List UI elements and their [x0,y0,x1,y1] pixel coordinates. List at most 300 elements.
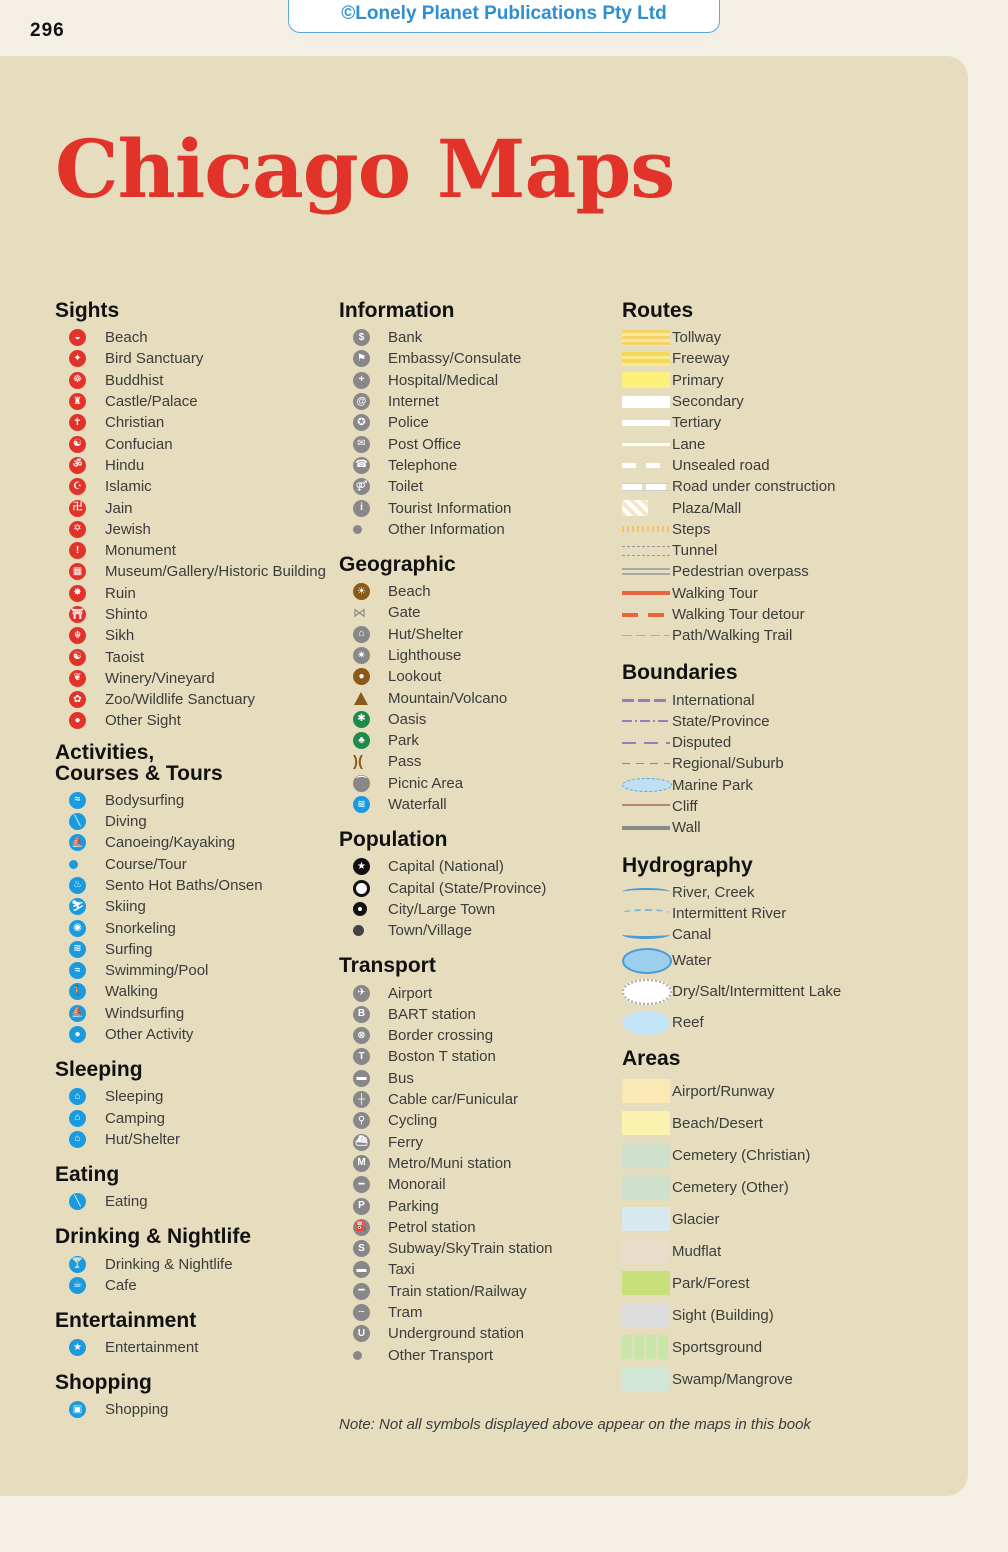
zoo-wildlife-sanctuary-icon: ✿ [69,691,86,708]
other-transport-icon [353,1351,362,1360]
legend-label: Dry/Salt/Intermittent Lake [672,983,842,1001]
transport-legend-item [339,1174,614,1195]
legend-label: Capital (National) [388,858,504,876]
routes-legend-item [622,583,952,604]
legend-label: River, Creek [672,883,755,901]
legend-label: Picnic Area [388,774,464,792]
legend-label: Path/Walking Trail [672,627,793,645]
legend-label: Park/Forest [672,1274,750,1292]
legend-label: Subway/SkyTrain station [388,1240,553,1258]
routes-legend-item [622,455,952,476]
drinking-legend-item [55,1253,330,1274]
legend-label: Eating [105,1193,148,1211]
tollway-icon [622,330,670,346]
winery-vineyard-icon: ❦ [69,670,86,687]
legend-label: Pedestrian overpass [672,563,809,581]
capital-state-province-icon [353,880,370,897]
water-icon [622,948,672,974]
jain-icon: 卍 [69,500,86,517]
hydrography-list [622,882,952,1039]
legend-label: Walking Tour detour [672,606,805,623]
transport-legend-item [339,1217,614,1238]
sleeping-icon: ⌂ [69,1088,86,1105]
hydrography-legend-item [622,976,952,1007]
cable-car-funicular-icon: ┼ [353,1091,370,1108]
legend-label: Petrol station [388,1218,476,1236]
cliff-icon [622,804,670,810]
drinking-nightlife-icon: 🍸 [69,1256,86,1273]
population-legend-item [339,856,614,877]
swamp-mangrove-icon [622,1367,670,1391]
legend-label: Tram [388,1304,423,1322]
legend-label: Lookout [388,668,442,686]
areas-legend-item [622,1139,952,1171]
transport-legend-item [339,1004,614,1025]
sights-legend-item [55,604,330,625]
information-legend-item [339,412,614,433]
gate-icon: ⋈ [353,604,366,620]
sights-legend-item [55,370,330,391]
shopping-heading: Shopping [55,1371,152,1395]
train-station-railway-icon: ━ [353,1283,370,1300]
legend-label: Disputed [672,734,732,752]
course-tour-icon [69,860,78,869]
legend-column-3 [622,300,952,1405]
entertainment-list [55,1337,330,1358]
drinking-legend-item [55,1275,330,1296]
swimming-pool-icon: ≈ [69,962,86,979]
eating-icon: ╲ [69,1193,86,1210]
legend-label: Freeway [672,350,730,368]
airport-icon: ✈ [353,985,370,1002]
border-crossing-icon: ⊗ [353,1027,370,1044]
legend-label: Sportsground [672,1338,763,1356]
activities-legend-item [55,917,330,938]
other-sight-icon: ● [69,712,86,729]
legend-label: Other Transport [388,1346,494,1364]
legend-label: Hindu [105,456,145,474]
hut-shelter-icon: ⌂ [353,626,370,643]
sights-legend-item [55,519,330,540]
legend-label: City/Large Town [388,900,496,918]
routes-legend-item [622,348,952,369]
legend-label: Water [672,952,712,970]
legend-label: Islamic [105,478,152,496]
bodysurfing-icon: ≈ [69,792,86,809]
lighthouse-icon: ✷ [353,647,370,664]
areas-heading: Areas [622,1047,681,1071]
sights-list [55,327,330,732]
areas-legend-item [622,1075,952,1107]
areas-legend-item [622,1171,952,1203]
activities-legend-item [55,939,330,960]
areas-legend-item [622,1235,952,1267]
population-heading: Population [339,828,448,852]
page-number: 296 [30,20,65,41]
legend-label: Wall [672,819,701,837]
cemetery-christian-icon [622,1143,670,1167]
legend-label: Buddhist [105,371,164,389]
monorail-icon: ━ [353,1176,370,1193]
transport-legend-item [339,1259,614,1280]
legend-label: Tertiary [672,414,722,432]
boundaries-list [622,689,952,838]
activities-list [55,790,330,1046]
legend-label: Intermittent River [672,904,787,922]
taxi-icon: ▬ [353,1261,370,1278]
hospital-medical-icon: + [353,372,370,389]
cycling-icon: ⚲ [353,1112,370,1129]
legend-label: Pass [388,753,422,771]
regional-suburb-icon [622,763,670,764]
legend-label: Zoo/Wildlife Sanctuary [105,691,256,709]
legend-label: Beach [105,329,148,347]
geographic-legend-item [339,709,614,730]
beach-desert-icon [622,1111,670,1135]
legend-label: Cemetery (Christian) [672,1146,811,1164]
legend-label: Oasis [388,710,427,728]
legend-label: Boston T station [388,1048,496,1066]
hydrography-legend-item [622,1007,952,1038]
activities-heading-line-2: Courses & Tours [55,761,223,785]
boundaries-legend-item [622,732,952,753]
routes-legend-item [622,327,952,348]
geographic-heading: Geographic [339,552,456,576]
transport-legend-item [339,1025,614,1046]
legend-label: Reef [672,1014,704,1032]
legend-label: Plaza/Mall [672,499,742,517]
pass-icon: )( [353,753,363,771]
eating-heading: Eating [55,1163,120,1187]
legend-label: Sikh [105,627,135,645]
legend-label: Hut/Shelter [105,1130,181,1148]
legend-label: Surfing [105,940,153,958]
transport-legend-item [339,1302,614,1323]
transport-legend-item [339,1281,614,1302]
shinto-icon: ⛩ [69,606,86,623]
legend-label: Primary [672,371,724,389]
legend-label: Airport/Runway [672,1082,775,1100]
routes-heading: Routes [622,299,694,322]
park-forest-icon [622,1271,670,1295]
transport-legend-item [339,982,614,1003]
shopping-legend-item [55,1399,330,1420]
entertainment-heading: Entertainment [55,1308,197,1332]
sights-legend-item [55,710,330,731]
legend-label: Tunnel [672,542,718,560]
drinking-heading: Drinking & Nightlife [55,1225,251,1249]
activities-legend-item [55,960,330,981]
legend-label: Bodysurfing [105,791,185,809]
post-office-icon: ✉ [353,436,370,453]
lane-icon [622,443,670,446]
legend-label: Taoist [105,648,145,666]
plaza-mall-icon [622,500,648,516]
routes-legend-item [622,540,952,561]
sights-legend-item [55,455,330,476]
bank-icon: $ [353,329,370,346]
routes-legend-item [622,391,952,412]
sights-legend-item [55,583,330,604]
legend-label: International [672,691,755,709]
transport-legend-item [339,1068,614,1089]
sights-legend-item [55,476,330,497]
freeway-icon [622,352,670,366]
sleeping-legend-item [55,1108,330,1129]
legend-label: Bus [388,1069,414,1087]
legend-label: Marine Park [672,776,753,794]
international-icon [622,699,670,702]
legend-label: Sight (Building) [672,1306,774,1324]
legend-label: Skiing [105,898,146,916]
mountain-volcano-icon [354,692,368,705]
legend-column-2 [339,300,614,1376]
beach-icon: ◒ [69,329,86,346]
geographic-legend-item [339,730,614,751]
other-information-icon [353,525,362,534]
walking-tour-icon [622,591,670,595]
cafe-icon: ☕ [69,1277,86,1294]
reef-icon [622,1011,670,1035]
legend-label: Telephone [388,456,458,474]
walking-icon: 🚶 [69,983,86,1000]
airport-runway-icon [622,1079,670,1103]
sportsground-icon [622,1335,670,1359]
legend-label: Windsurfing [105,1004,185,1022]
areas-legend-item [622,1203,952,1235]
legend-column-1 [55,300,330,1431]
legend-label: Capital (State/Province) [388,879,547,897]
activities-legend-item [55,790,330,811]
population-legend-item [339,920,614,941]
legend-label: Police [388,414,429,432]
path-walking-trail-icon [622,635,670,636]
state-province-icon [622,720,670,722]
activities-legend-item [55,811,330,832]
intermittent-river-icon [622,909,670,917]
transport-legend-item [339,1046,614,1067]
legend-label: Swamp/Mangrove [672,1370,793,1388]
legend-label: Metro/Muni station [388,1154,512,1172]
cemetery-other-icon [622,1175,670,1199]
picnic-area-icon: ⌒ [353,775,370,792]
capital-national-icon: ★ [353,858,370,875]
legend-label: Road under construction [672,478,836,496]
transport-heading: Transport [339,954,436,978]
legend-label: Confucian [105,435,173,453]
sights-legend-item [55,433,330,454]
ferry-icon: ⛴ [353,1134,370,1151]
sikh-icon: ☬ [69,627,86,644]
disputed-icon [622,742,670,744]
routes-legend-item [622,604,952,625]
surfing-icon: ≋ [69,941,86,958]
hindu-icon: ॐ [69,457,86,474]
islamic-icon: ☪ [69,478,86,495]
geographic-legend-item [339,773,614,794]
diving-icon: ╲ [69,813,86,830]
activities-legend-item [55,1003,330,1024]
legend-label: Winery/Vineyard [105,669,215,687]
legend-label: Secondary [672,393,744,411]
boundaries-legend-item [622,796,952,817]
legend-label: Beach [388,583,431,601]
boston-t-station-icon: T [353,1048,370,1065]
legend-label: Sleeping [105,1088,164,1106]
hydrography-legend-item [622,945,952,976]
transport-legend-item [339,1132,614,1153]
hydrography-heading: Hydrography [622,853,753,877]
hydrography-legend-item [622,924,952,945]
marine-park-icon [622,778,672,792]
mudflat-icon [622,1239,670,1263]
transport-legend-item [339,1344,614,1365]
legend-label: Canoeing/Kayaking [105,834,236,852]
information-legend-item [339,391,614,412]
legend-note: Note: Not all symbols displayed above appear on the maps in this book [339,1416,811,1433]
bird-sanctuary-icon: ✦ [69,350,86,367]
park-icon: ♣ [353,732,370,749]
areas-legend-item [622,1107,952,1139]
canal-icon [622,930,670,939]
legend-label: Christian [105,414,165,432]
telephone-icon: ☎ [353,457,370,474]
hydrography-legend-item [622,903,952,924]
activities-legend-item [55,1024,330,1045]
population-legend-item [339,878,614,899]
sights-legend-item [55,540,330,561]
christian-icon: ✝ [69,414,86,431]
routes-legend-item [622,476,952,497]
legend-label: Canal [672,926,712,944]
legend-label: Monument [105,542,176,560]
routes-legend-item [622,519,952,540]
legend-label: Taxi [388,1261,415,1279]
legend-label: Diving [105,813,147,831]
legend-label: Steps [672,520,711,538]
transport-list [339,982,614,1365]
glacier-icon [622,1207,670,1231]
geographic-list [339,581,614,815]
activities-heading-line-1: Activities, [55,740,155,764]
legend-label: Beach/Desert [672,1114,763,1132]
geographic-legend-item [339,581,614,602]
legend-label: Other Information [388,520,505,538]
petrol-station-icon: ⛽ [353,1219,370,1236]
legend-label: Parking [388,1197,439,1215]
legend-label: Other Activity [105,1026,194,1044]
geographic-legend-item [339,666,614,687]
activities-legend-item [55,854,330,875]
activities-heading [55,742,330,784]
town-village-icon [353,925,364,936]
toilet-icon: ⚤ [353,478,370,495]
legend-label: Walking [105,983,158,1001]
legend-label: Bird Sanctuary [105,350,204,368]
embassy-consulate-icon: ⚑ [353,350,370,367]
information-legend-item [339,433,614,454]
eating-list [55,1191,330,1212]
boundaries-legend-item [622,711,952,732]
population-list [339,856,614,941]
wall-icon [622,826,670,830]
tram-icon: ┄ [353,1304,370,1321]
sento-hot-baths-onsen-icon: ♨ [69,877,86,894]
oasis-icon: ✱ [353,711,370,728]
sights-legend-item [55,625,330,646]
transport-legend-item [339,1195,614,1216]
shopping-list [55,1399,330,1420]
river-creek-icon [622,888,670,896]
information-heading: Information [339,299,455,322]
legend-label: Ferry [388,1133,423,1151]
transport-legend-item [339,1323,614,1344]
drinking-list [55,1253,330,1296]
beach-icon: ☀ [353,583,370,600]
primary-icon [622,372,670,388]
legend-label: Town/Village [388,922,472,940]
underground-station-icon: U [353,1325,370,1342]
routes-legend-item [622,497,952,518]
information-legend-item [339,455,614,476]
tunnel-icon [622,546,670,556]
legend-label: Mountain/Volcano [388,689,508,707]
subway-skytrain-station-icon: S [353,1240,370,1257]
geographic-legend-item [339,794,614,815]
information-legend-item [339,348,614,369]
taoist-icon: ☯ [69,649,86,666]
camping-icon: ⌂ [69,1110,86,1127]
boundaries-legend-item [622,775,952,796]
geographic-legend-item [339,687,614,708]
tertiary-icon [622,420,670,426]
routes-legend-item [622,412,952,433]
sights-heading: Sights [55,299,120,322]
legend-label: Drinking & Nightlife [105,1255,233,1273]
legend-label: Shinto [105,606,148,623]
legend-label: Ruin [105,584,136,602]
pedestrian-overpass-icon [622,568,670,575]
legend-label: Snorkeling [105,919,176,937]
legend-label: Post Office [388,435,462,453]
legend-label: Waterfall [388,796,447,814]
bus-icon: ▬ [353,1070,370,1087]
boundaries-legend-item [622,817,952,838]
castle-palace-icon: ♜ [69,393,86,410]
routes-legend-item [622,370,952,391]
routes-legend-item [622,561,952,582]
legend-label: Regional/Suburb [672,755,784,773]
activities-legend-item [55,981,330,1002]
bart-station-icon: B [353,1006,370,1023]
legend-label: Lighthouse [388,647,462,664]
canoeing-kayaking-icon: ⛵ [69,834,86,851]
legend-label: Cemetery (Other) [672,1178,789,1196]
sights-legend-item [55,327,330,348]
sights-legend-item [55,668,330,689]
legend-label: Tourist Information [388,499,512,517]
confucian-icon: ☯ [69,436,86,453]
police-icon: ✪ [353,414,370,431]
sleeping-legend-item [55,1086,330,1107]
sights-legend-item [55,348,330,369]
hut-shelter-icon: ⌂ [69,1131,86,1148]
entertainment-legend-item [55,1337,330,1358]
transport-legend-item [339,1110,614,1131]
sights-legend-item [55,646,330,667]
page-title: Chicago Maps [55,122,675,216]
legend-label: Monorail [388,1176,446,1194]
